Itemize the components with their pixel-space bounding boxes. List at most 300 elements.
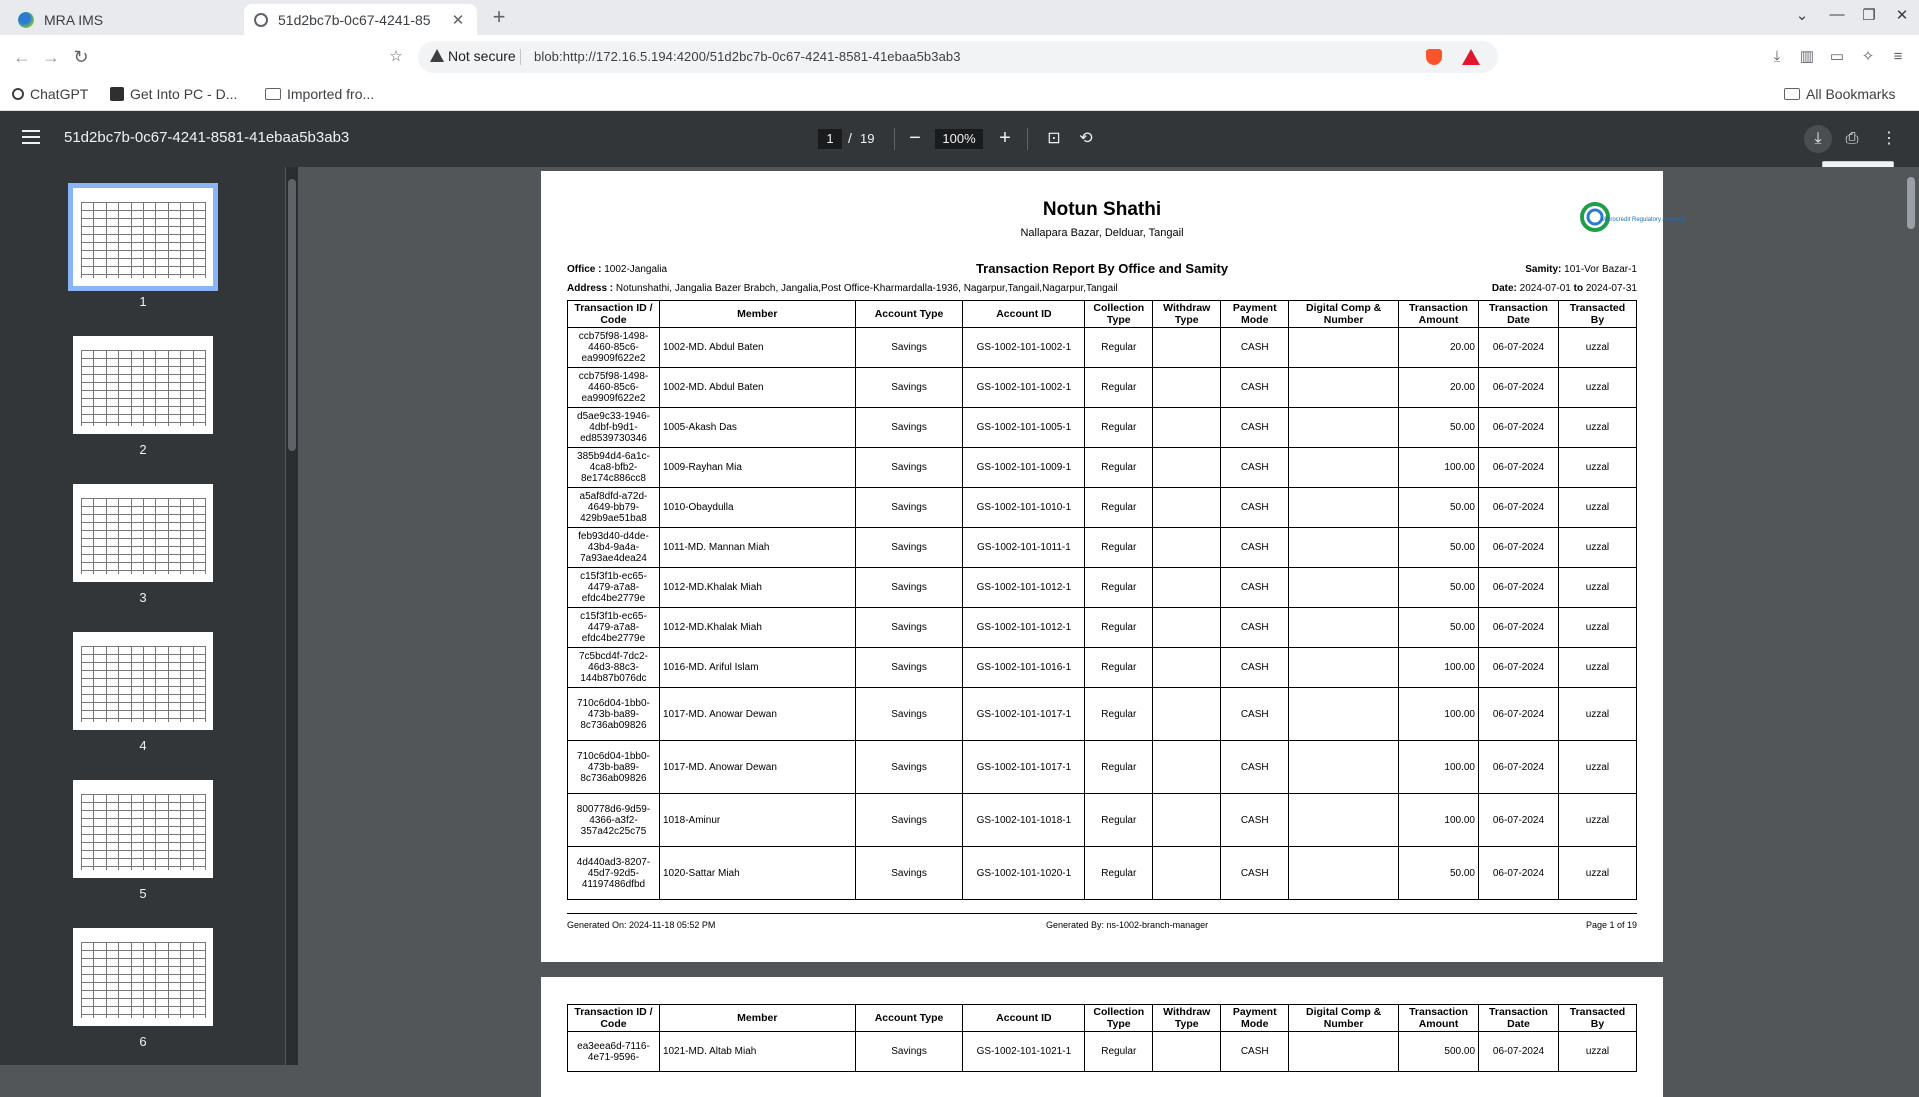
cell-acc-id: GS-1002-101-1016-1	[963, 648, 1085, 688]
cell-pay: CASH	[1221, 408, 1289, 448]
cell-amount: 100.00	[1399, 741, 1479, 794]
cell-acc-type: Savings	[855, 608, 963, 648]
cell-acc-type: Savings	[855, 568, 963, 608]
new-tab-button[interactable]: +	[492, 4, 506, 29]
close-tab-icon[interactable]: ✕	[451, 11, 465, 29]
thumbnail-page-number: 2	[139, 442, 147, 457]
table-row	[568, 368, 1637, 408]
cell-id: 710c6d04-1bb0-473b-ba89-8c736ab09826	[568, 741, 660, 794]
getintopc-icon	[110, 87, 124, 101]
all-bookmarks[interactable]	[1784, 86, 1895, 102]
pdf-page-1	[541, 171, 1687, 962]
cell-digital	[1289, 488, 1399, 528]
brave-shield-icon[interactable]	[1426, 49, 1442, 65]
cell-amount: 100.00	[1399, 448, 1479, 488]
cell-pay: CASH	[1221, 448, 1289, 488]
cell-id: feb93d40-d4de-43b4-9a4a-7a93ae4dea24	[568, 528, 660, 568]
bookmark-chatgpt[interactable]	[12, 86, 88, 102]
close-window-button[interactable]: ✕	[1895, 7, 1909, 24]
cell-wd	[1153, 608, 1221, 648]
cell-coll: Regular	[1085, 608, 1153, 648]
table-row	[568, 688, 1637, 741]
cell-date: 06-07-2024	[1478, 648, 1558, 688]
cell-digital	[1289, 448, 1399, 488]
mra-logo-icon	[1579, 197, 1687, 241]
cell-acc-id: GS-1002-101-1021-1	[963, 1032, 1085, 1072]
chatgpt-icon	[12, 88, 24, 100]
browser-menu-icon[interactable]: ≡	[1893, 48, 1903, 65]
table-row	[568, 568, 1637, 608]
cell-date: 06-07-2024	[1478, 528, 1558, 568]
page-thumbnail[interactable]	[66, 780, 220, 901]
date-from: 2024-07-01	[1519, 283, 1571, 294]
cell-wd	[1153, 847, 1221, 900]
table-header-row	[568, 1005, 1637, 1032]
cell-member: 1005-Akash Das	[659, 408, 855, 448]
cell-amount: 50.00	[1399, 488, 1479, 528]
transaction-table	[567, 300, 1637, 900]
cell-by: uzzal	[1558, 528, 1636, 568]
cell-id: c15f3f1b-ec65-4479-a7a8-efdc4be2779e	[568, 608, 660, 648]
table-header-row	[568, 301, 1637, 328]
cell-wd	[1153, 328, 1221, 368]
minimize-button[interactable]: —	[1829, 6, 1845, 23]
cell-amount: 50.00	[1399, 408, 1479, 448]
cell-coll: Regular	[1085, 328, 1153, 368]
cell-by: uzzal	[1558, 648, 1636, 688]
hamburger-menu-icon[interactable]	[22, 130, 40, 144]
cell-amount: 50.00	[1399, 528, 1479, 568]
warning-icon	[430, 49, 444, 62]
cell-digital	[1289, 794, 1399, 847]
column-header: Account Type	[855, 301, 963, 328]
divider	[894, 128, 895, 150]
cell-pay: CASH	[1221, 368, 1289, 408]
tab-title: MRA IMS	[44, 11, 104, 28]
column-header: Digital Comp & Number	[1289, 301, 1399, 328]
cell-date: 06-07-2024	[1478, 408, 1558, 448]
logo-text: Microcredit Regulatory Authority	[1601, 217, 1687, 223]
divider	[520, 49, 521, 65]
cell-amount: 50.00	[1399, 608, 1479, 648]
tab-strip	[0, 0, 1919, 35]
column-header: Collection Type	[1085, 301, 1153, 328]
cell-wd	[1153, 448, 1221, 488]
tab-mra-ims[interactable]	[8, 4, 244, 35]
cell-coll: Regular	[1085, 448, 1153, 488]
column-header: Transaction Amount	[1399, 1005, 1479, 1032]
cell-acc-type: Savings	[855, 741, 963, 794]
cell-acc-id: GS-1002-101-1017-1	[963, 741, 1085, 794]
cell-acc-type: Savings	[855, 794, 963, 847]
forward-button[interactable]: →	[42, 47, 60, 67]
cell-acc-id: GS-1002-101-1005-1	[963, 408, 1085, 448]
cell-date: 06-07-2024	[1478, 488, 1558, 528]
thumbnail-page-number: 4	[139, 738, 147, 753]
column-header: Member	[659, 1005, 855, 1032]
cell-by: uzzal	[1558, 328, 1636, 368]
address-bar-row	[0, 35, 1919, 79]
cell-member: 1002-MD. Abdul Baten	[659, 328, 855, 368]
cell-id: c15f3f1b-ec65-4479-a7a8-efdc4be2779e	[568, 568, 660, 608]
cell-digital	[1289, 648, 1399, 688]
cell-member: 1017-MD. Anowar Dewan	[659, 741, 855, 794]
folder-icon	[265, 88, 281, 100]
cell-date: 06-07-2024	[1478, 328, 1558, 368]
office-label: Office :	[567, 264, 602, 275]
column-header: Transaction ID / Code	[568, 301, 660, 328]
thumbnail-page-number: 6	[139, 1034, 147, 1049]
cell-by: uzzal	[1558, 568, 1636, 608]
cell-acc-type: Savings	[855, 847, 963, 900]
column-header: Transacted By	[1558, 301, 1636, 328]
cell-digital	[1289, 568, 1399, 608]
pdf-toolbar	[0, 111, 1919, 167]
cell-wd	[1153, 408, 1221, 448]
cell-coll: Regular	[1085, 648, 1153, 688]
cell-pay: CASH	[1221, 1032, 1289, 1072]
thumbnail-image	[73, 484, 213, 582]
cell-digital	[1289, 1032, 1399, 1072]
samity-value: 101-Vor Bazar-1	[1564, 264, 1637, 275]
cell-member: 1016-MD. Ariful Islam	[659, 648, 855, 688]
rotate-icon[interactable]: ⟲	[1079, 130, 1093, 147]
generated-on: Generated On: 2024-11-18 05:52 PM	[567, 920, 716, 930]
zoom-out-button[interactable]: −	[909, 127, 921, 149]
column-header: Account ID	[963, 1005, 1085, 1032]
cell-member: 1011-MD. Mannan Miah	[659, 528, 855, 568]
cell-wd	[1153, 528, 1221, 568]
column-header: Digital Comp & Number	[1289, 1005, 1399, 1032]
cell-coll: Regular	[1085, 794, 1153, 847]
bookmark-label: Imported fro...	[287, 86, 375, 102]
cell-digital	[1289, 528, 1399, 568]
cell-id: 7c5bcd4f-7dc2-46d3-88c3-144b87b076dc	[568, 648, 660, 688]
cell-acc-type: Savings	[855, 448, 963, 488]
total-pages: 19	[860, 131, 875, 146]
cell-pay: CASH	[1221, 648, 1289, 688]
cell-wd	[1153, 1032, 1221, 1072]
cell-acc-id: GS-1002-101-1002-1	[963, 328, 1085, 368]
cell-pay: CASH	[1221, 528, 1289, 568]
cell-pay: CASH	[1221, 568, 1289, 608]
tab-pdf[interactable]	[244, 4, 477, 35]
page-thumbnail[interactable]	[66, 188, 220, 309]
organization-name: Notun Shathi	[1042, 199, 1162, 220]
footer-divider	[567, 913, 1637, 914]
cell-acc-id: GS-1002-101-1012-1	[963, 608, 1085, 648]
cell-member: 1017-MD. Anowar Dewan	[659, 688, 855, 741]
cell-member: 1020-Sattar Miah	[659, 847, 855, 900]
office-field	[567, 264, 667, 275]
cell-acc-type: Savings	[855, 1032, 963, 1072]
office-value: 1002-Jangalia	[604, 264, 668, 275]
cell-member: 1021-MD. Altab Miah	[659, 1032, 855, 1072]
table-row	[568, 648, 1637, 688]
thumbnail-page-number: 1	[139, 294, 147, 309]
cell-by: uzzal	[1558, 847, 1636, 900]
cell-member: 1010-Obaydulla	[659, 488, 855, 528]
cell-acc-type: Savings	[855, 328, 963, 368]
page-indicator: Page 1 of 19	[1585, 920, 1637, 930]
bookmarks-bar	[0, 79, 1919, 111]
fit-to-page-icon[interactable]: ⊡	[1047, 130, 1061, 147]
cell-amount: 100.00	[1399, 648, 1479, 688]
cell-digital	[1289, 847, 1399, 900]
table-row	[568, 1032, 1637, 1072]
cell-digital	[1289, 608, 1399, 648]
cell-pay: CASH	[1221, 608, 1289, 648]
cell-date: 06-07-2024	[1479, 1032, 1559, 1072]
table-row	[568, 847, 1637, 900]
cell-acc-type: Savings	[855, 408, 963, 448]
cell-member: 1012-MD.Khalak Miah	[659, 568, 855, 608]
cell-acc-id: GS-1002-101-1011-1	[963, 528, 1085, 568]
mra-favicon-icon	[18, 12, 34, 28]
wallet-icon[interactable]: ▭	[1829, 48, 1845, 65]
document-scrollbar[interactable]	[1902, 167, 1919, 1065]
cell-date: 06-07-2024	[1478, 794, 1558, 847]
document-title: 51d2bc7b-0c67-4241-8581-41ebaa5b3ab3	[64, 129, 350, 146]
table-row	[568, 794, 1637, 847]
page-thumbnail[interactable]	[66, 336, 220, 457]
cell-id: 800778d6-9d59-4366-a3f2-357a42c25c75	[568, 794, 660, 847]
cell-acc-id: GS-1002-101-1018-1	[963, 794, 1085, 847]
cell-id: 710c6d04-1bb0-473b-ba89-8c736ab09826	[568, 688, 660, 741]
table-row	[568, 448, 1637, 488]
cell-member: 1018-Aminur	[659, 794, 855, 847]
cell-pay: CASH	[1221, 328, 1289, 368]
bookmark-icon[interactable]: ☆	[389, 48, 403, 65]
pdf-page-2	[541, 977, 1663, 1097]
cell-date: 06-07-2024	[1478, 448, 1558, 488]
table-row	[568, 408, 1637, 448]
page-thumbnail[interactable]	[66, 632, 220, 753]
thumbnail-page-number: 3	[139, 590, 147, 605]
cell-coll: Regular	[1085, 741, 1153, 794]
cell-wd	[1153, 488, 1221, 528]
document-scrollbar-thumb[interactable]	[1907, 177, 1915, 229]
download-icon[interactable]: ⤓	[1804, 125, 1832, 153]
brave-rewards-icon[interactable]	[1462, 49, 1480, 65]
cell-date: 06-07-2024	[1478, 688, 1558, 741]
thumbnail-sidebar	[0, 167, 285, 1065]
tab-title: 51d2bc7b-0c67-4241-85	[278, 11, 431, 28]
reload-button[interactable]: ↻	[73, 47, 89, 67]
all-bookmarks-label: All Bookmarks	[1806, 86, 1896, 102]
thumbnail-image	[73, 632, 213, 730]
cell-digital	[1289, 408, 1399, 448]
downloads-icon[interactable]: ⤓	[1773, 48, 1781, 65]
cell-pay: CASH	[1221, 794, 1289, 847]
address-field	[567, 283, 1118, 294]
cell-pay: CASH	[1221, 688, 1289, 741]
cell-amount: 50.00	[1399, 568, 1479, 608]
column-header: Transaction Amount	[1399, 301, 1479, 328]
cell-digital	[1289, 741, 1399, 794]
cell-wd	[1153, 648, 1221, 688]
column-header: Collection Type	[1085, 1005, 1153, 1032]
cell-amount: 100.00	[1399, 794, 1479, 847]
bookmark-imported[interactable]	[265, 86, 374, 102]
cell-coll: Regular	[1085, 408, 1153, 448]
cell-acc-id: GS-1002-101-1017-1	[963, 688, 1085, 741]
bookmark-label: ChatGPT	[30, 86, 89, 102]
cell-acc-type: Savings	[855, 648, 963, 688]
generated-by: Generated By: ns-1002-branch-manager	[1046, 920, 1209, 930]
thumbnail-image	[73, 336, 213, 434]
date-to-label: to	[1573, 283, 1584, 294]
table-row	[568, 488, 1637, 528]
address-value: Notunshathi, Jangalia Bazer Brabch, Jangalia,Post Office-Kharmardalla-1936, Nagarpur,Tangail,Nagarpur,Tangail	[615, 283, 1118, 294]
cell-amount: 20.00	[1399, 328, 1479, 368]
column-header: Account ID	[963, 301, 1085, 328]
globe-icon	[254, 13, 268, 27]
column-header: Payment Mode	[1221, 301, 1289, 328]
page-number-input[interactable]: 1	[818, 129, 842, 149]
thumbnail-image	[73, 928, 213, 1026]
column-header: Transaction ID / Code	[568, 1005, 660, 1032]
cell-pay: CASH	[1221, 488, 1289, 528]
report-title: Transaction Report By Office and Samity	[975, 261, 1229, 276]
address-label: Address :	[567, 283, 614, 294]
cell-wd	[1153, 794, 1221, 847]
cell-by: uzzal	[1558, 1032, 1636, 1072]
cell-acc-id: GS-1002-101-1012-1	[963, 568, 1085, 608]
restore-button[interactable]: ❐	[1862, 7, 1876, 24]
cell-digital	[1289, 328, 1399, 368]
cell-coll: Regular	[1085, 368, 1153, 408]
page-thumbnail[interactable]	[66, 484, 220, 605]
cell-pay: CASH	[1221, 847, 1289, 900]
cell-by: uzzal	[1558, 741, 1636, 794]
organization-address: Nallapara Bazar, Delduar, Tangail	[1020, 227, 1184, 239]
cell-id: ccb75f98-1498-4460-85c6-ea9909f622e2	[568, 368, 660, 408]
cell-date: 06-07-2024	[1478, 368, 1558, 408]
samity-field	[1525, 264, 1637, 275]
omnibox[interactable]	[418, 41, 1498, 73]
cell-id: 385b94d4-6a1c-4ca8-bfb2-8e174c886cc8	[568, 448, 660, 488]
divider	[1027, 128, 1028, 150]
cell-coll: Regular	[1085, 488, 1153, 528]
table-row	[568, 528, 1637, 568]
date-label: Date:	[1491, 283, 1517, 294]
cell-coll: Regular	[1085, 688, 1153, 741]
cell-member: 1012-MD.Khalak Miah	[659, 608, 855, 648]
document-viewport	[298, 167, 1902, 1065]
cell-by: uzzal	[1558, 368, 1636, 408]
thumbnail-image	[73, 780, 213, 878]
cell-amount: 50.00	[1399, 847, 1479, 900]
cell-date: 06-07-2024	[1478, 568, 1558, 608]
more-options-icon[interactable]: ⋮	[1881, 130, 1897, 147]
url-text[interactable]: blob:http://172.16.5.194:4200/51d2bc7b-0c67-4241-8581-41ebaa5b3ab3	[534, 49, 961, 64]
cell-acc-id: GS-1002-101-1010-1	[963, 488, 1085, 528]
sidebar-scrollbar-thumb[interactable]	[288, 179, 296, 451]
zoom-in-button[interactable]: +	[999, 127, 1011, 149]
cell-amount: 20.00	[1399, 368, 1479, 408]
table-row	[568, 328, 1637, 368]
cell-wd	[1153, 741, 1221, 794]
cell-member: 1009-Rayhan Mia	[659, 448, 855, 488]
column-header: Withdraw Type	[1153, 1005, 1221, 1032]
cell-acc-type: Savings	[855, 688, 963, 741]
cell-coll: Regular	[1085, 568, 1153, 608]
cell-acc-type: Savings	[855, 368, 963, 408]
cell-coll: Regular	[1085, 1032, 1153, 1072]
cell-id: ccb75f98-1498-4460-85c6-ea9909f622e2	[568, 328, 660, 368]
cell-by: uzzal	[1558, 688, 1636, 741]
column-header: Withdraw Type	[1153, 301, 1221, 328]
back-button[interactable]: ←	[13, 47, 31, 67]
cell-by: uzzal	[1558, 488, 1636, 528]
cell-date: 06-07-2024	[1478, 608, 1558, 648]
cell-id: a5af8dfd-a72d-4649-bb79-429b9ae51ba8	[568, 488, 660, 528]
folder-icon	[1784, 88, 1800, 100]
cell-acc-id: GS-1002-101-1020-1	[963, 847, 1085, 900]
tab-search-icon[interactable]: ⌄	[1795, 7, 1809, 24]
cell-id: ea3eea6d-7116-4e71-9596-	[568, 1032, 660, 1072]
table-row	[568, 608, 1637, 648]
cell-coll: Regular	[1085, 847, 1153, 900]
cell-acc-id: GS-1002-101-1009-1	[963, 448, 1085, 488]
table-row	[568, 741, 1637, 794]
cell-by: uzzal	[1558, 794, 1636, 847]
cell-wd	[1153, 368, 1221, 408]
date-to: 2024-07-31	[1585, 283, 1637, 294]
cell-id: d5ae9c33-1946-4dbf-b9d1-ed8539730346	[568, 408, 660, 448]
cell-member: 1002-MD. Abdul Baten	[659, 368, 855, 408]
column-header: Account Type	[855, 1005, 963, 1032]
cell-by: uzzal	[1558, 608, 1636, 648]
date-field	[1492, 283, 1637, 294]
samity-label: Samity:	[1525, 264, 1562, 275]
cell-wd	[1153, 688, 1221, 741]
column-header: Transaction Date	[1478, 301, 1558, 328]
cell-by: uzzal	[1558, 408, 1636, 448]
cell-digital	[1289, 688, 1399, 741]
bookmark-getintopc[interactable]	[110, 86, 237, 102]
bookmark-label: Get Into PC - D...	[130, 86, 238, 102]
cell-coll: Regular	[1085, 528, 1153, 568]
cell-acc-type: Savings	[855, 488, 963, 528]
column-header: Transacted By	[1558, 1005, 1636, 1032]
cell-acc-id: GS-1002-101-1002-1	[963, 368, 1085, 408]
sidebar-toggle-icon[interactable]: ▥	[1799, 48, 1815, 65]
page-thumbnail[interactable]	[66, 928, 220, 1049]
cell-digital	[1289, 368, 1399, 408]
cell-amount: 100.00	[1399, 688, 1479, 741]
security-label[interactable]: Not secure	[448, 48, 516, 64]
cell-acc-type: Savings	[855, 528, 963, 568]
print-icon[interactable]: ⎙	[1845, 130, 1859, 147]
sidebar-scrollbar[interactable]	[286, 167, 298, 1065]
thumbnail-image	[73, 188, 213, 286]
cell-pay: CASH	[1221, 741, 1289, 794]
cell-date: 06-07-2024	[1478, 847, 1558, 900]
cell-wd	[1153, 568, 1221, 608]
column-header: Member	[659, 301, 855, 328]
page-separator: /	[848, 130, 852, 146]
column-header: Payment Mode	[1221, 1005, 1289, 1032]
leo-ai-icon[interactable]: ✧	[1861, 48, 1875, 65]
cell-date: 06-07-2024	[1478, 741, 1558, 794]
transaction-table	[567, 1004, 1637, 1072]
thumbnail-page-number: 5	[139, 886, 147, 901]
cell-amount: 500.00	[1399, 1032, 1479, 1072]
column-header: Transaction Date	[1479, 1005, 1559, 1032]
zoom-level-input[interactable]: 100%	[935, 129, 983, 149]
